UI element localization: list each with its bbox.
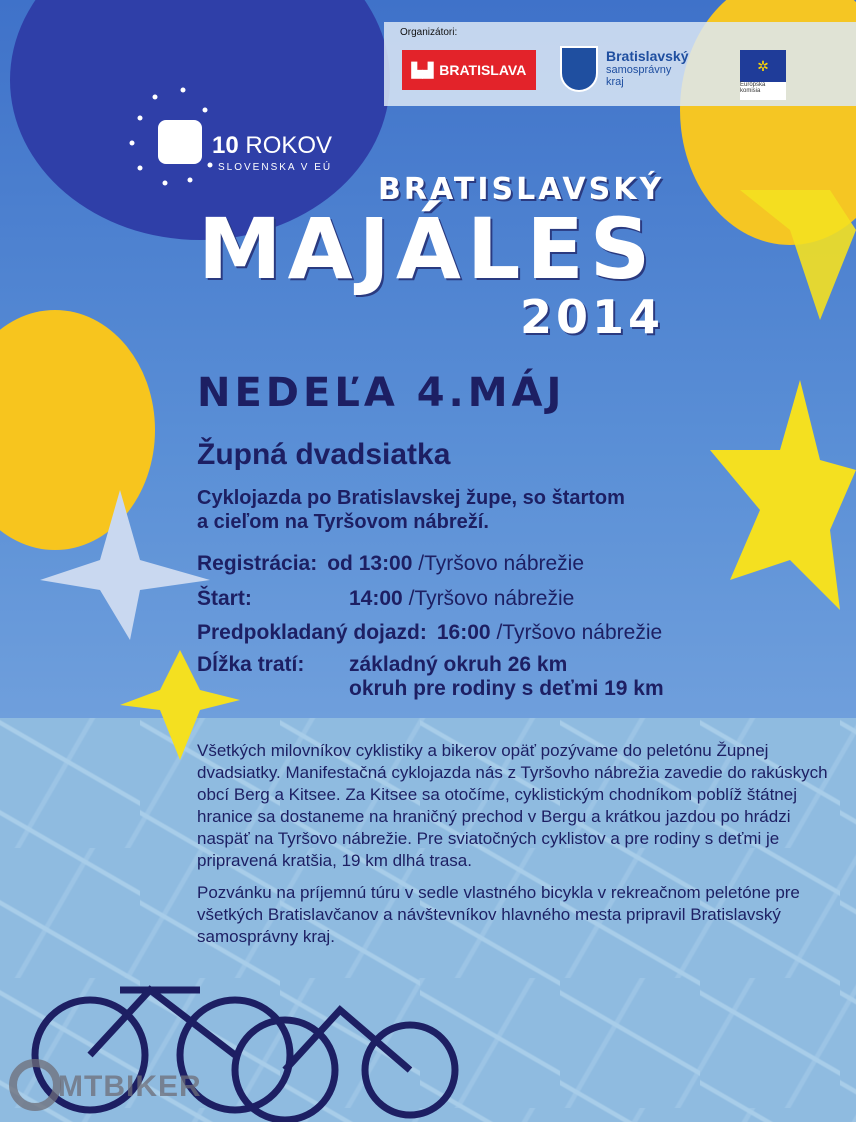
organizers-label: Organizátori: — [400, 27, 458, 38]
event-name: Župná dvadsiatka — [197, 438, 451, 471]
schedule-row: Predpokladaný dojazd: 16:00 /Tyršovo nábrežie — [197, 621, 663, 644]
length-row: Dĺžka tratí: základný okruh 26 km okruh pre rodiny s deťmi 19 km — [197, 653, 664, 700]
eu-flag-icon: ✲ — [740, 50, 786, 82]
slovak-emblem — [158, 120, 202, 164]
bratislava-logo — [402, 50, 536, 90]
schedule-row: Registrácia: od 13:00 /Tyršovo nábrežie — [197, 552, 585, 575]
event-subtitle: Cyklojazda po Bratislavskej župe, so štartom a cieľom na Tyršovom nábreží. — [197, 487, 625, 533]
bsk-line1: Bratislavský — [606, 48, 689, 64]
eu-commission-logo — [740, 50, 786, 100]
bsk-line2: samosprávny — [606, 64, 672, 76]
bratislava-logo-text: BRATISLAVA — [439, 62, 527, 78]
title-year: 2014 — [520, 290, 665, 344]
eu-line1: Európska — [740, 82, 766, 88]
coat-of-arms-icon — [560, 46, 598, 92]
yellow-balloon-left — [0, 310, 155, 550]
title-line1: BRATISLAVSKÝ — [378, 172, 665, 207]
description-paragraph: Všetkých milovníkov cyklistiky a bikerov opäť pozývame do peletónu Župnej dvadsiatky. Manifestačná cyklojazda nás z Tyršovho nábrežia zavedie do rakúskych obcí Berg a Kitsee. Za Kitsee sa otočíme, cyklistickým chodníkom poblíž štátnej hranice sa dostaneme na hraničný prechod v Bergu a krátkou jazdou po hrádzi naspäť na Tyršovo nábrežie. Pre sviatočných cyklistov a pre rodiny s deťmi je pripravená kratšia, 19 km dlhá trasa. — [197, 741, 828, 870]
description — [197, 740, 837, 958]
castle-icon: ▙▟ — [411, 61, 434, 78]
title-line2: MAJÁLES — [198, 200, 657, 298]
description-paragraph: Pozvánku na príjemnú túru v sedle vlastného bicykla v rekreačnom peletóne pre všetkých Bratislavčanov a návštevníkov hlavného mesta pripravil Bratislavský samosprávny kraj. — [197, 883, 800, 946]
event-date: NEDEĽA 4.MÁJ — [197, 370, 566, 416]
watermark: MTBIKER — [58, 1070, 202, 1103]
eu-line2: komisia — [740, 88, 761, 94]
anniversary-title: 10 ROKOV — [212, 132, 333, 159]
anniversary-subtitle: SLOVENSKA V EÚ — [218, 162, 333, 173]
schedule-row: Štart: 14:00 /Tyršovo nábrežie — [197, 587, 575, 610]
bsk-line3: kraj — [606, 76, 624, 88]
star-icon — [710, 380, 856, 610]
bsk-logo — [560, 46, 689, 92]
